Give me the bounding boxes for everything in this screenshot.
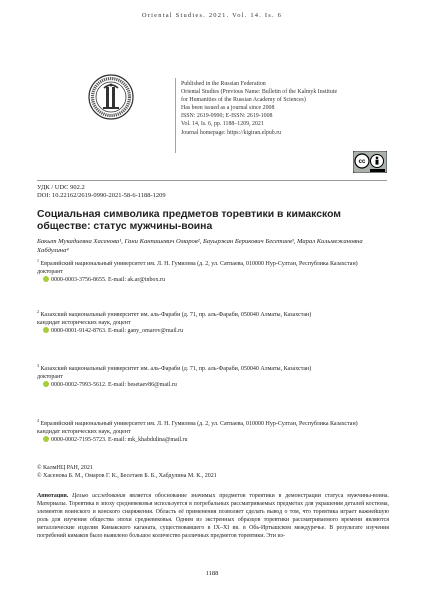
publication-line: for Humanities of the Russian Academy of Sciences) [181,97,306,104]
article-title: Социальная символика предметов торевтики в кимакском обществе: статус мужчины-воина [37,209,341,233]
orcid-email: 0000-0003-3756-8655. E-mail: ak.ar@inbox.ru [51,277,166,284]
orcid-email: 0000-0002-7195-5723. E-mail: mk_khabdulina@mail.ru [51,437,188,444]
affiliation-number: 2 [37,309,39,314]
affiliation-degree: докторант [37,374,63,381]
orcid-email: 0000-0002-7993-5612. E-mail: besetaev86@mail.ru [51,382,177,389]
divider-rule [175,78,176,153]
affiliation-degree: докторант [37,269,63,276]
orcid-icon[interactable] [43,327,49,333]
udk-code: УДК / UDC 902.2 [37,184,85,191]
doi-link[interactable]: DOI: 10.22162/2619-0990-2021-58-6-1188-1209 [37,192,166,200]
affiliation-2 [37,308,389,335]
affiliation-degree: кандидат исторических наук, доцент [37,429,131,436]
page-number: 1188 [205,570,219,577]
affiliation-text: Казахский национальный университет им. аль-Фараби (д. 71, пр. аль-Фараби, 050040 Алматы, Казахстан) [40,366,312,372]
orcid-icon[interactable] [43,276,49,282]
abstract-label: Аннотация. [37,493,69,499]
affiliation-3 [37,362,389,389]
publication-line: Has been issued as a journal since 2008 [181,105,275,112]
institute-seal-logo [88,74,134,120]
copyright-line: © КалмНЦ РАН, 2021 [37,465,93,471]
abstract-intro: Целью исследования [72,493,126,499]
publication-line: Vol. 14, Is. 6, pp. 1188–1209, 2021 [181,121,264,128]
affiliation-degree: кандидат исторических наук, доцент [37,320,131,327]
article-ids [37,184,166,201]
journal-homepage-link[interactable]: Journal homepage: https://kigiran.elpub.ru [181,129,282,136]
abstract-text: является обоснование значимых предметов торевтики в демонстрации статуса мужчины-воина. Материалы. Торевтика в эпоху средневековья используется в погребальных рассматриваемых предметах для украшения деталей костюма, элементов воинского и конского снаряжения. Область её применения позволяет сделать вывод о том, что торевтика играет важнейшую роль для изучения общества эпохи средневековья. Одним из экстренных образцов торевтики рассматриваемого времени являются металлические изделия Кимакского каганата, существовавшего в IX–XI вв. в Обь-Иртышском междуречье. В результате изучения погребений кимаков было выявлено большое количество различных предметов торевтики. Эти из- [37,493,389,539]
svg-text:cc: cc [358,159,366,166]
orcid-email: 0000-0001-9142-8763. E-mail: gany_omarov@mail.ru [51,328,184,335]
affiliation-number: 3 [37,363,39,368]
publication-line: ISSN: 2619-0990; E-ISSN: 2619-1008 [181,113,273,120]
author-list: Бакыт Мукадиевна Хасенова¹, Гани Канпашевич Омаров², Бауыржан Берикович Бесетаев³, Марал Кильмежановна Хабдулина⁴ [37,238,363,254]
copyright [37,465,217,480]
affiliation-number: 1 [37,258,39,263]
header-rule [37,180,387,181]
publication-line: Oriental Studies (Previous Name: Bulletin of the Kalmyk Institute [181,89,338,96]
affiliation-text: Казахский национальный университет им. аль-Фараби (д. 71, пр. аль-Фараби, 050040 Алматы, Казахстан) [40,312,312,318]
orcid-icon[interactable] [43,381,49,387]
affiliation-text: Евразийский национальный университет им. Л. Н. Гумилева (д. 2, ул. Сатпаева, 010000 Нур-Султан, Республика Казахстан) [40,421,358,427]
affiliation-number: 4 [37,418,39,423]
copyright-line: © Хасенова Б. М., Омаров Г. К., Бесетаев Б. Б., Хабдулина М. К., 2021 [37,472,217,479]
affiliation-1 [37,257,389,284]
orcid-icon[interactable] [43,436,49,442]
affiliation-text: Евразийский национальный университет им. Л. Н. Гумилева (д. 2, ул. Сатпаева, 010000 Нур-Султан, Республика Казахстан) [40,261,358,267]
creative-commons-by-icon[interactable] [353,151,387,173]
affiliation-4 [37,417,389,444]
abstract [37,492,389,540]
publication-line: Published in the Russian Federation [181,81,266,87]
running-header: Oriental Studies. 2021. Vol. 14. Is. 6 [141,12,283,19]
publication-info [181,80,371,137]
